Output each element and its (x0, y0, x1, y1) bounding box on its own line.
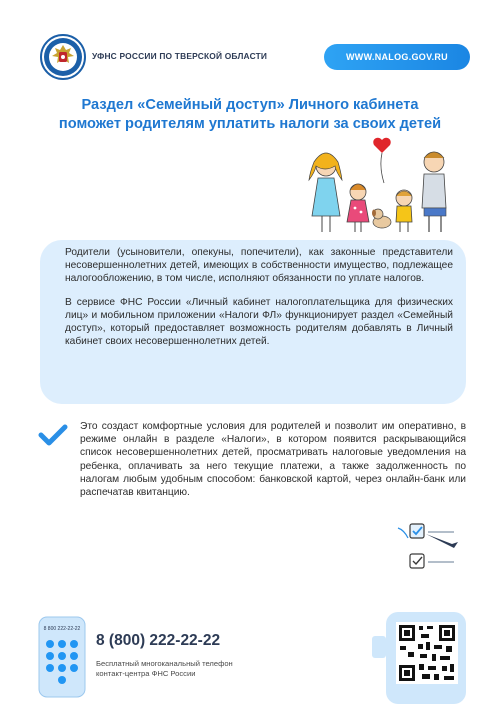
checkmark-icon (38, 424, 68, 446)
family-illustration-icon (296, 136, 458, 236)
check-text: Это создаст комфортные условия для родителей и позволит им оперативно, в режиме онлайн в разделе «Налоги», в котором появится раскрывающийся список несовершеннолетних детей, просматривать налоговые уведомления на ребенка, оплачивать за него текущие платежи, а также задолженность по налогам любым удобным способом: банковской картой, через онлайн-банк или распечатав квитанцию. (80, 421, 466, 499)
qr-code-icon[interactable] (372, 612, 468, 704)
fns-emblem-icon (40, 34, 86, 80)
phone-keypad-icon (38, 616, 86, 698)
organization-name: УФНС РОССИИ ПО ТВЕРСКОЙ ОБЛАСТИ (92, 51, 268, 61)
website-link-button[interactable]: WWW.NALOG.GOV.RU (324, 44, 470, 70)
page-title (20, 96, 480, 134)
hotline-description: Бесплатный многоканальный телефон контакт-центра ФНС России (96, 659, 233, 678)
info-text (65, 246, 453, 359)
info-paragraph-2: В сервисе ФНС России «Личный кабинет налогоплательщика для физических лиц» и мобильном приложении «Налоги ФЛ» функционирует раздел «Семейный доступ», который предоставляет возможность родителям добавлять в Личный кабинет своих несовершеннолетних детей. (65, 297, 453, 347)
phone-screen-number: 8 800 222-22-22 (43, 626, 81, 632)
checklist-pen-icon (396, 520, 462, 578)
hotline-number[interactable]: 8 (800) 222-22-22 (96, 632, 221, 649)
title-line-2: поможет родителям уплатить налоги за своих детей (58, 116, 442, 132)
title-line-1: Раздел «Семейный доступ» Личного кабинета (81, 97, 419, 113)
info-paragraph-1: Родители (усыновители, опекуны, попечители), как законные представители несовершеннолетних детей, имеющих в собственности имущество, подлежащее налогообложению, в том числе, исполняют обязанности по уплате налогов. (65, 247, 453, 284)
